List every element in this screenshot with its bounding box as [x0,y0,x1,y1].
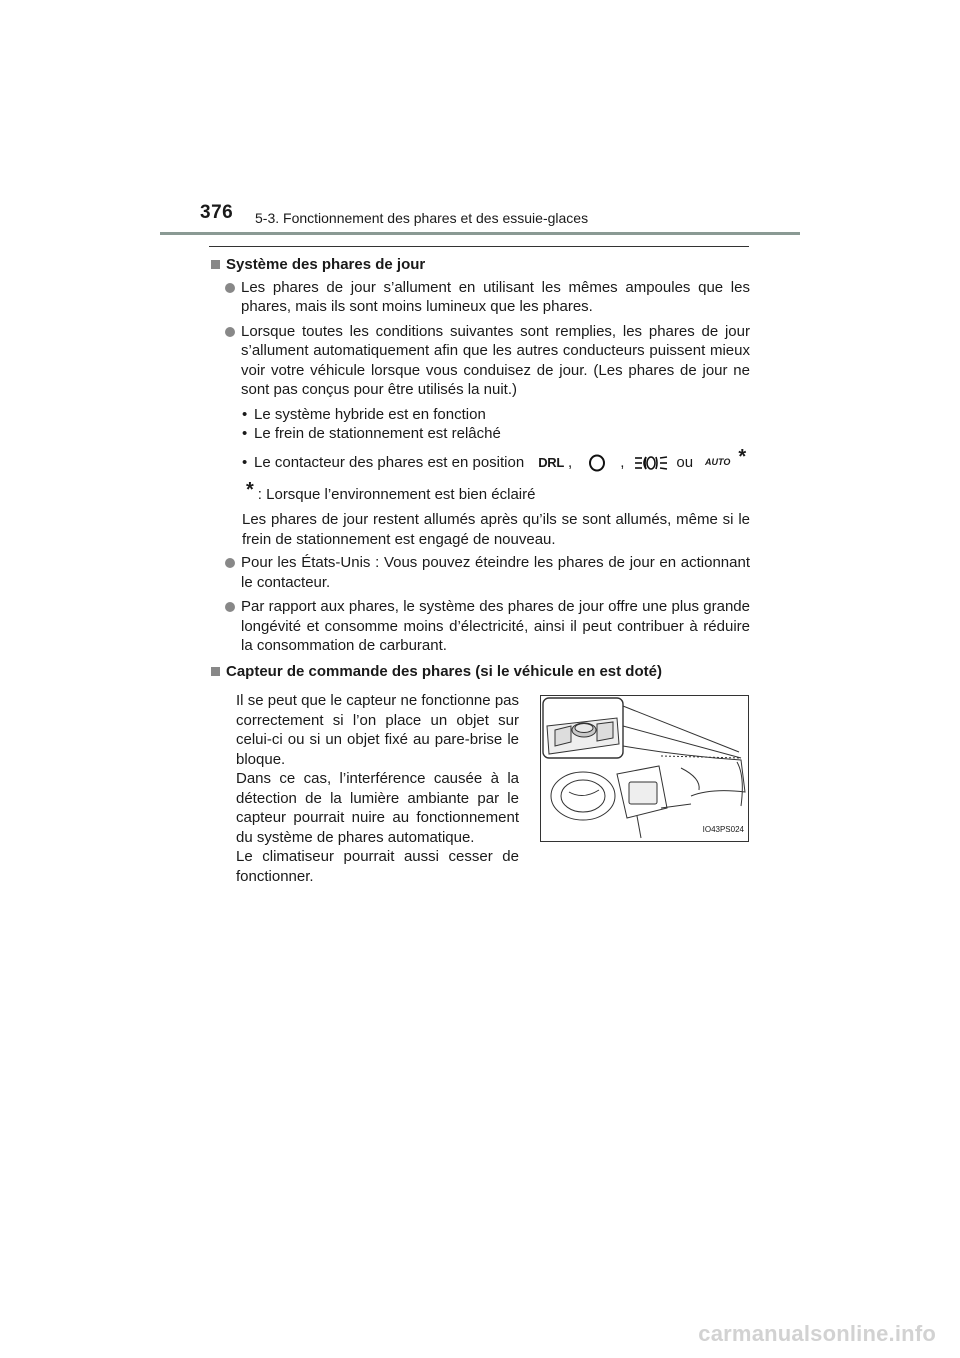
header-rule [160,232,800,235]
tail-light-icon [586,453,608,473]
list-item: Les phares de jour s’allument en utilisant les mêmes ampoules que les phares, mais ils sont moins lumineux que les phares. [210,278,750,317]
auto-icon: AUTO [705,456,731,467]
asterisk-icon: * [246,478,254,501]
content-rule [209,246,749,247]
round-bullet-icon [225,283,235,293]
round-bullet-icon [225,602,235,612]
footnote: * : Lorsque l’environnement est bien éclairé [246,478,536,503]
list-item: Pour les États-Unis : Vous pouvez éteindre les phares de jour en actionnant le contacteur. [210,553,750,592]
watermark: carmanualsonline.info [698,1321,936,1346]
condition-item: • Le frein de stationnement est relâché [242,425,501,442]
drl-heading: Système des phares de jour [210,255,750,275]
page-content [210,255,750,886]
headlight-icon [634,454,668,472]
list-item: Par rapport aux phares, le système des phares de jour offre une plus grande longévité et consomme moins d’électricité, ainsi il peut contribuer à réduire la consommation de carburant. [210,597,750,656]
sensor-heading: Capteur de commande des phares (si le véhicule en est doté) [210,662,750,682]
sensor-illustration [540,695,749,842]
square-bullet-icon [211,260,220,269]
section-title: 5-3. Fonctionnement des phares et des essuie-glaces [255,210,589,226]
condition-item: • Le contacteur des phares est en position DRL , , ou AUTO * [242,445,747,471]
round-bullet-icon [225,558,235,568]
list-item: Lorsque toutes les conditions suivantes sont remplies, les phares de jour s’allument automatiquement afin que les autres conducteurs puissent mieux voir votre véhicule lorsque vous conduisez de jour. (Les phares de jour ne sont pas conçus pour être utilisés la nuit.) [210,322,750,400]
sensor-block [210,691,750,886]
asterisk-icon: * [738,445,747,468]
drl-note: Les phares de jour restent allumés après qu’ils se sont allumés, même si le frein de stationnement est engagé de nouveau. [242,511,750,548]
square-bullet-icon [211,667,220,676]
drl-icon: DRL [538,454,565,470]
condition-item: • Le système hybride est en fonction [242,405,486,423]
round-bullet-icon [225,327,235,337]
page-number: 376 [200,202,234,223]
figure-code: IO43PS024 [702,824,744,834]
conditions-list [242,405,750,550]
sensor-text: Il se peut que le capteur ne fonctionne pas correctement si l’on place un objet sur celui-ci ou si un objet fixé au pare-brise le bloque. Dans ce cas, l’interférence causée à la détection de la lumière ambiante par le capteur pourrait nuire au fonctionnement du système de phares automatique. Le climatiseur pourrait aussi cesser de fonctionner. [236,692,519,885]
